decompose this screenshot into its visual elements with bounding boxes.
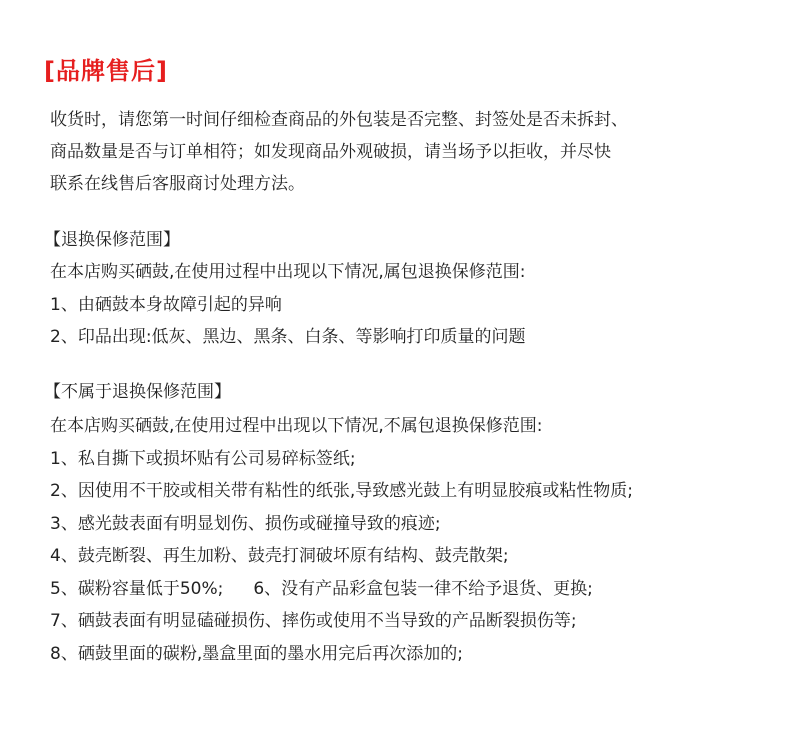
list-item: 1、由硒鼓本身故障引起的异响	[50, 294, 282, 315]
return-scope-body	[50, 256, 770, 354]
excluded-scope-heading: 【不属于退换保修范围】	[44, 382, 231, 402]
intro-paragraph	[50, 104, 750, 200]
list-item: 4、鼓壳断裂、再生加粉、鼓壳打洞破坏原有结构、鼓壳散架;	[50, 546, 509, 566]
list-item: 6、没有产品彩盒包装一律不给予退货、更换;	[253, 578, 593, 599]
intro-line: 联系在线售后客服商讨处理方法。	[50, 174, 305, 194]
list-item: 3、感光鼓表面有明显划伤、损伤或碰撞导致的痕迹;	[50, 513, 441, 534]
excluded-scope-body	[50, 410, 770, 670]
return-scope-lead: 在本店购买硒鼓,在使用过程中出现以下情况,属包退换保修范围:	[50, 262, 526, 282]
list-item: 1、私自撕下或损坏贴有公司易碎标签纸;	[50, 448, 356, 469]
list-item: 2、因使用不干胶或相关带有粘性的纸张,导致感光鼓上有明显胶痕或粘性物质;	[50, 481, 633, 501]
page-title: [品牌售后]	[44, 57, 168, 85]
intro-line: 商品数量是否与订单相符；如发现商品外观破损，请当场予以拒收，并尽快	[50, 142, 611, 162]
list-item: 8、硒鼓里面的碳粉,墨盒里面的墨水用完后再次添加的;	[50, 643, 463, 664]
list-item: 5、碳粉容量低于50%;	[50, 578, 224, 599]
intro-line: 收货时，请您第一时间仔细检查商品的外包装是否完整、封签处是否未拆封、	[50, 110, 628, 130]
list-item-pair	[50, 573, 770, 606]
list-item: 7、硒鼓表面有明显磕碰损伤、摔伤或使用不当导致的产品断裂损伤等;	[50, 611, 577, 631]
excluded-scope-lead: 在本店购买硒鼓,在使用过程中出现以下情况,不属包退换保修范围:	[50, 416, 543, 436]
return-scope-heading: 【退换保修范围】	[44, 230, 180, 250]
list-item: 2、印品出现:低灰、黑边、黑条、白条、等影响打印质量的问题	[50, 327, 526, 347]
